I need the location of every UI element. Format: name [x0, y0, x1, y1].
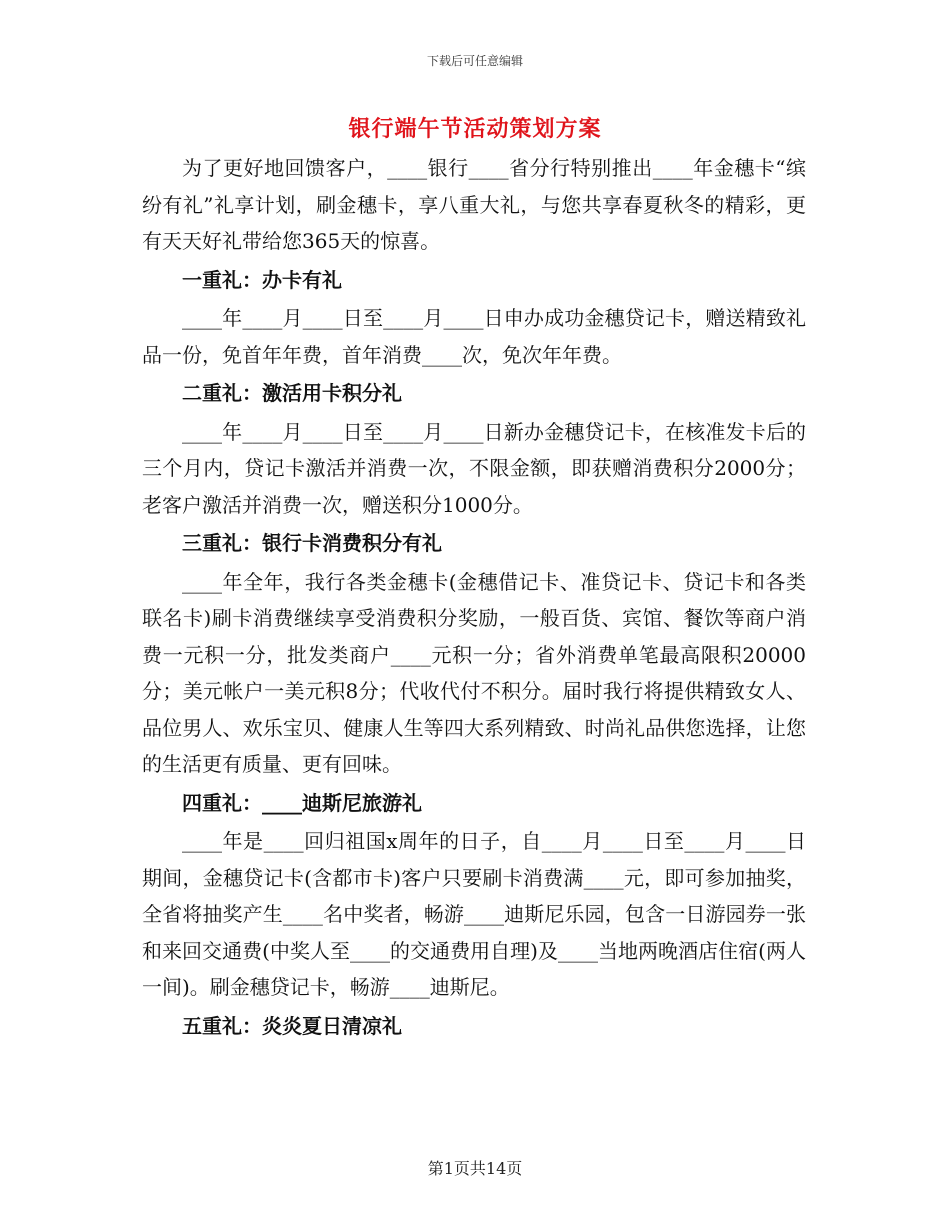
document-title: 银行端午节活动策划方案 — [348, 116, 602, 142]
gift1-paragraph: ____年____月____日至____月____日申办成功金穗贷记卡，赠送精致礼品一份，免首年年费，首年消费____次，免次年年费。 — [142, 306, 806, 367]
intro-paragraph: 为了更好地回馈客户，____银行____省分行特别推出____年金穗卡“缤纷有礼”礼享计划，刷金穗卡，享八重大礼，与您共享春夏秋冬的精彩，更有天天好礼带给您365天的惊喜。 — [142, 156, 806, 253]
header-note: 下载后可任意编辑 — [426, 54, 523, 68]
page-footer: 第1页共14页 — [427, 1159, 523, 1178]
gift4-paragraph: ____年是____回归祖国x周年的日子，自____月____日至____月____日期间，金穗贷记卡(含都市卡)客户只要刷卡消费满____元，即可参加抽奖，全省将抽奖产生____名中奖者，畅游____迪斯尼乐园，包含一日游园券一张和来回交通费(中奖人至____的交通费用自理)及____当地两晚酒店住宿(两人一间)。刷金穗贷记卡，畅游____迪斯尼。 — [142, 829, 806, 999]
gift4-heading: 四重礼：____迪斯尼旅游礼 — [182, 790, 422, 815]
gift1-heading: 一重礼：办卡有礼 — [182, 267, 342, 292]
document-body — [142, 150, 806, 1046]
gift3-paragraph: ____年全年，我行各类金穗卡(金穗借记卡、准贷记卡、贷记卡和各类联名卡)刷卡消费继续享受消费积分奖励，一般百货、宾馆、餐饮等商户消费一元积一分，批发类商户____元积一分；省外消费单笔最高限积20000分；美元帐户一美元积8分；代收代付不积分。届时我行将提供精致女人、品位男人、欢乐宝贝、健康人生等四大系列精致、时尚礼品供您选择，让您的生活更有质量、更有回味。 — [142, 569, 806, 776]
gift5-heading: 五重礼：炎炎夏日清凉礼 — [182, 1013, 402, 1038]
gift2-paragraph: ____年____月____日至____月____日新办金穗贷记卡，在核准发卡后的三个月内，贷记卡激活并消费一次，不限金额，即获赠消费积分2000分；老客户激活并消费一次，赠送积分1000分。 — [142, 419, 806, 517]
gift3-heading: 三重礼：银行卡消费积分有礼 — [182, 531, 442, 555]
gift2-heading: 二重礼：激活用卡积分礼 — [182, 381, 402, 405]
